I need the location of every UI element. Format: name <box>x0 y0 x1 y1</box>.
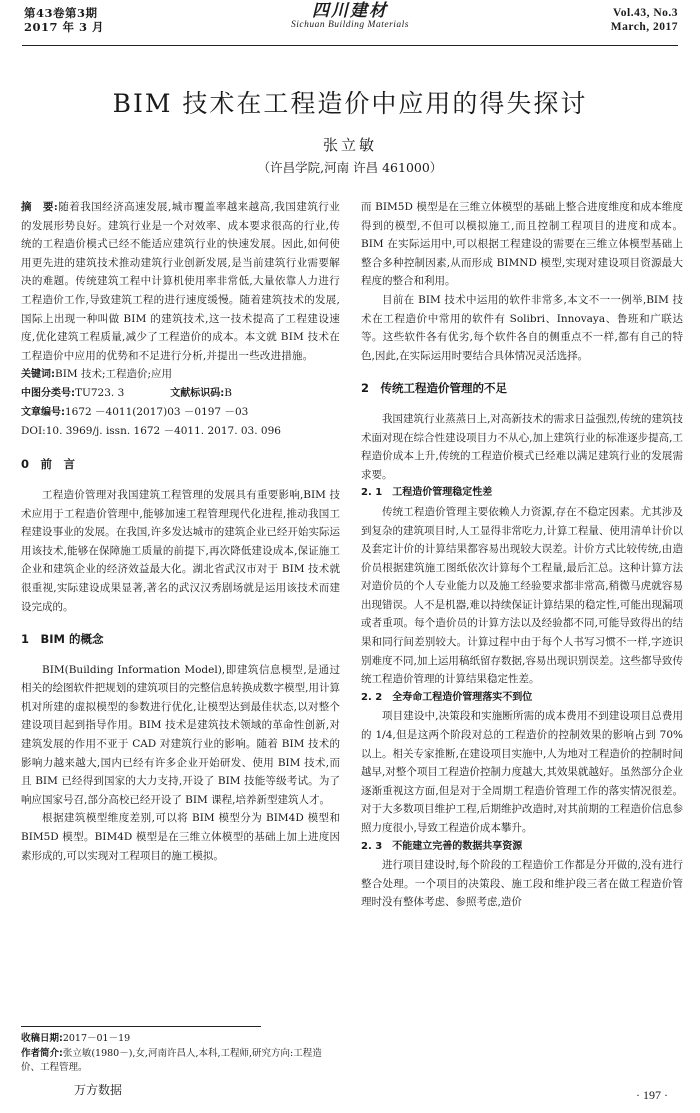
subsection-heading-2-1: 2. 1 工程造价管理稳定性差 <box>361 487 493 499</box>
abstract <box>21 198 340 365</box>
journal-logo: 四川建材 <box>312 1 388 21</box>
footnote-rule <box>21 1026 261 1027</box>
subsection-heading-2-3: 2. 3 不能建立完善的数据共享资源 <box>361 840 523 852</box>
date-en: March, 2017 <box>610 21 678 33</box>
paragraph-section-2-3: 进行项目建设时,每个阶段的工程造价工作都是分开做的,没有进行整合处理。一个项目的决策段、施工段和维护段三者在做工程造价管理时没有整体考虑、参照考虑,造价 <box>361 859 683 909</box>
footnote <box>21 1032 340 1076</box>
received-date: 收稿日期:2017－01－19 <box>21 1033 131 1044</box>
section-heading-1: 1 BIM 的概念 <box>21 632 104 647</box>
date-cn: 2017 年 3 月 <box>24 20 105 34</box>
issue-cn: 第43卷第3期 <box>24 6 98 20</box>
paragraph-bim5d: 而 BIM5D 模型是在三维立体模型的基础上整合进度维度和成本维度得到的模型,不但可以模拟施工,而且控制工程项目的进度和成本。BIM 在实际运用中,可以根据工程建设的需要在三维立体模型基础上整合多种控制因素,从而形成 BIMND 模型,实现对建设项目资源最大程度的整合和利用。 <box>361 201 683 288</box>
left-column <box>21 198 340 865</box>
article-title: BIM 技术在工程造价中应用的得失探讨 <box>112 89 588 118</box>
volume-en: Vol.43, No.3 <box>613 7 678 19</box>
section-heading-2: 2 传统工程造价管理的不足 <box>361 381 508 396</box>
paragraph-bim-models: 根据建筑模型维度差别,可以将 BIM 模型分为 BIM4D 模型和 BIM5D 模型。BIM4D 模型是在三维立体模型的基础上加上进度因素形成的,可以实现对工程项目的施工模拟。 <box>21 812 340 862</box>
abstract-text: 随着我国经济高速发展,城市覆盖率越来越高,我国建筑行业的发展形势良好。建筑行业是一个对效率、成本要求很高的行业,传统的工程造价模式已经不能适应建筑行业的快速发展。因此,如何使用更先进的建筑技术推动建筑行业创新发展,是当前建筑行业需要解决的难题。传统建筑工程中计算机使用率非常低,大量依靠人力进行工程造价工作,导致建筑工程的进行速度缓慢。随着建筑技术的发展,国际上出现一种叫做 BIM 的建筑技术,这一技术提高了工程建设速度,优化建筑工程质量,减少了工程造价的成本。本文就 BIM 技术在工程造价中应用的优势和不足进行分析,并提出一些改进措施。 <box>21 201 340 362</box>
header-rule <box>22 45 678 46</box>
article-meta <box>21 365 340 441</box>
author-affiliation: （许昌学院,河南 许昌 461000） <box>257 160 443 175</box>
paragraph-section-2-1: 传统工程造价管理主要依赖人力资源,存在不稳定因素。尤其涉及到复杂的建筑项目时,人工显得非常吃力,计算工程量、使用清单计价以及套定计价的计算结果都容易出现较大误差。计价方式比较传统,由造价员根据建筑施工图纸依次计算每个工程量,最后汇总。这种计算方法对造价员的个人专业能力以及施工经验要求都非常高,稍微马虎就容易出现错误。人不是机器,难以持续保证计算结果的稳定性,可能出现漏项或者重项。每个造价员的计算方法以及经验都不同,可能导致得出的结果和同行间差别较大。计算过程中由于每个人书写习惯不一样,字迹识别难度不同,加上运用稿纸留存数据,容易出现识别误差。这些都导致传统工程造价管理的计算结果稳定性差。 <box>361 505 683 686</box>
author-bio: 作者简介:张立敏(1980－),女,河南许昌人,本科,工程师,研究方向:工程造价、工程管理。 <box>21 1047 322 1073</box>
subsection-heading-2-2: 2. 2 全寿命工程造价管理落实不到位 <box>361 691 533 703</box>
paragraph-section-2-2: 项目建设中,决策段和实施断所需的成本费用不到建设项目总费用的 1/4,但是这两个阶段对总的工程造价的控制效果的影响占到 70% 以上。相关专家推断,在建设项目实施中,人为地对工程造价的控制时间越早,对整个项目工程造价控制力度越大,其效果就越好。虽然部分企业逐渐重视这方面,但是对于全周期工程造价管理工作的落实情况很差。对于大多数项目维护工程,后期维护改造时,对其前期的工程造价信息参照力度很小,导致工程造价成本攀升。 <box>361 710 683 834</box>
paragraph-bim-definition: BIM(Building Information Model),即建筑信息模型,是通过相关的绘图软件把规划的建筑项目的完整信息转换成数字模型,用计算机对所建的虚拟模型的参数进行优化,让模型达到最佳状态,以对整个建设项目起到指导作用。BIM 技术是建筑技术领域的革命性创新,对建筑发展的作用不亚于 CAD 对建筑行业的影响。随着 BIM 技术的影响力越来越大,国内已经有许多企业开始研发、使用 BIM 技术,而且 BIM 已经得到国家的大力支持,开设了 BIM 技能等级考试。为了响应国家号召,部分高校已经开设了 BIM 课程,培养新型建筑人才。 <box>21 663 340 806</box>
wanfang-watermark: 万方数据 <box>74 1083 123 1097</box>
classification: 中图分类号:TU723. 3 文献标识码:B <box>21 387 232 400</box>
abstract-label: 摘 要: <box>21 201 58 213</box>
section-heading-0: 0 前 言 <box>21 457 76 472</box>
journal-masthead <box>0 1 700 32</box>
author-name: 张立敏 <box>322 136 377 154</box>
right-column <box>361 198 683 912</box>
volume-info <box>611 6 678 34</box>
keywords: 关键词:BIM 技术;工程造价;应用 <box>21 368 173 381</box>
article-number: 文章编号:1672 －4011(2017)03 －0197 －03 <box>21 406 249 419</box>
paragraph-section-2: 我国建筑行业蒸蒸日上,对高新技术的需求日益强烈,传统的建筑技术面对现在综合性建设项目力不从心,加上建筑行业的标准逐步提高,工程造价成本上升,传统的工程造价模式已经难以满足建筑行业的发展需求要。 <box>361 412 683 481</box>
page-number: · 197 · <box>636 1088 668 1102</box>
paragraph-software: 目前在 BIM 技术中运用的软件非常多,本文不一一例举,BIM 技术在工程造价中常用的软件有 Solibri、Innovaya、鲁班和广联达等。这些软件各有优劣,每个软件各自的侧重点不一样,都有自己的特色,因此,在实际运用时要结合具体情况灵活选择。 <box>361 293 683 362</box>
journal-name-en: Sichuan Building Materials <box>290 20 410 30</box>
doi: DOI:10. 3969/j. issn. 1672 －4011. 2017. 03. 096 <box>21 425 281 438</box>
paragraph-intro: 工程造价管理对我国建筑工程管理的发展具有重要影响,BIM 技术应用于工程造价管理中,能够加速工程管理现代化进程,推动我国工程建设事业的发展。在我国,许多发达城市的建筑企业已经开始实际运用该技术,能够在保障施工质量的前提下,再次降低建设成本,保证施工企业和建筑企业的经济效益最大化。湖北省武汉市对于 BIM 技术就很重视,实际建设成果显著,著名的武汉汉秀剧场就是运用该技术而建设完成的。 <box>21 488 340 613</box>
